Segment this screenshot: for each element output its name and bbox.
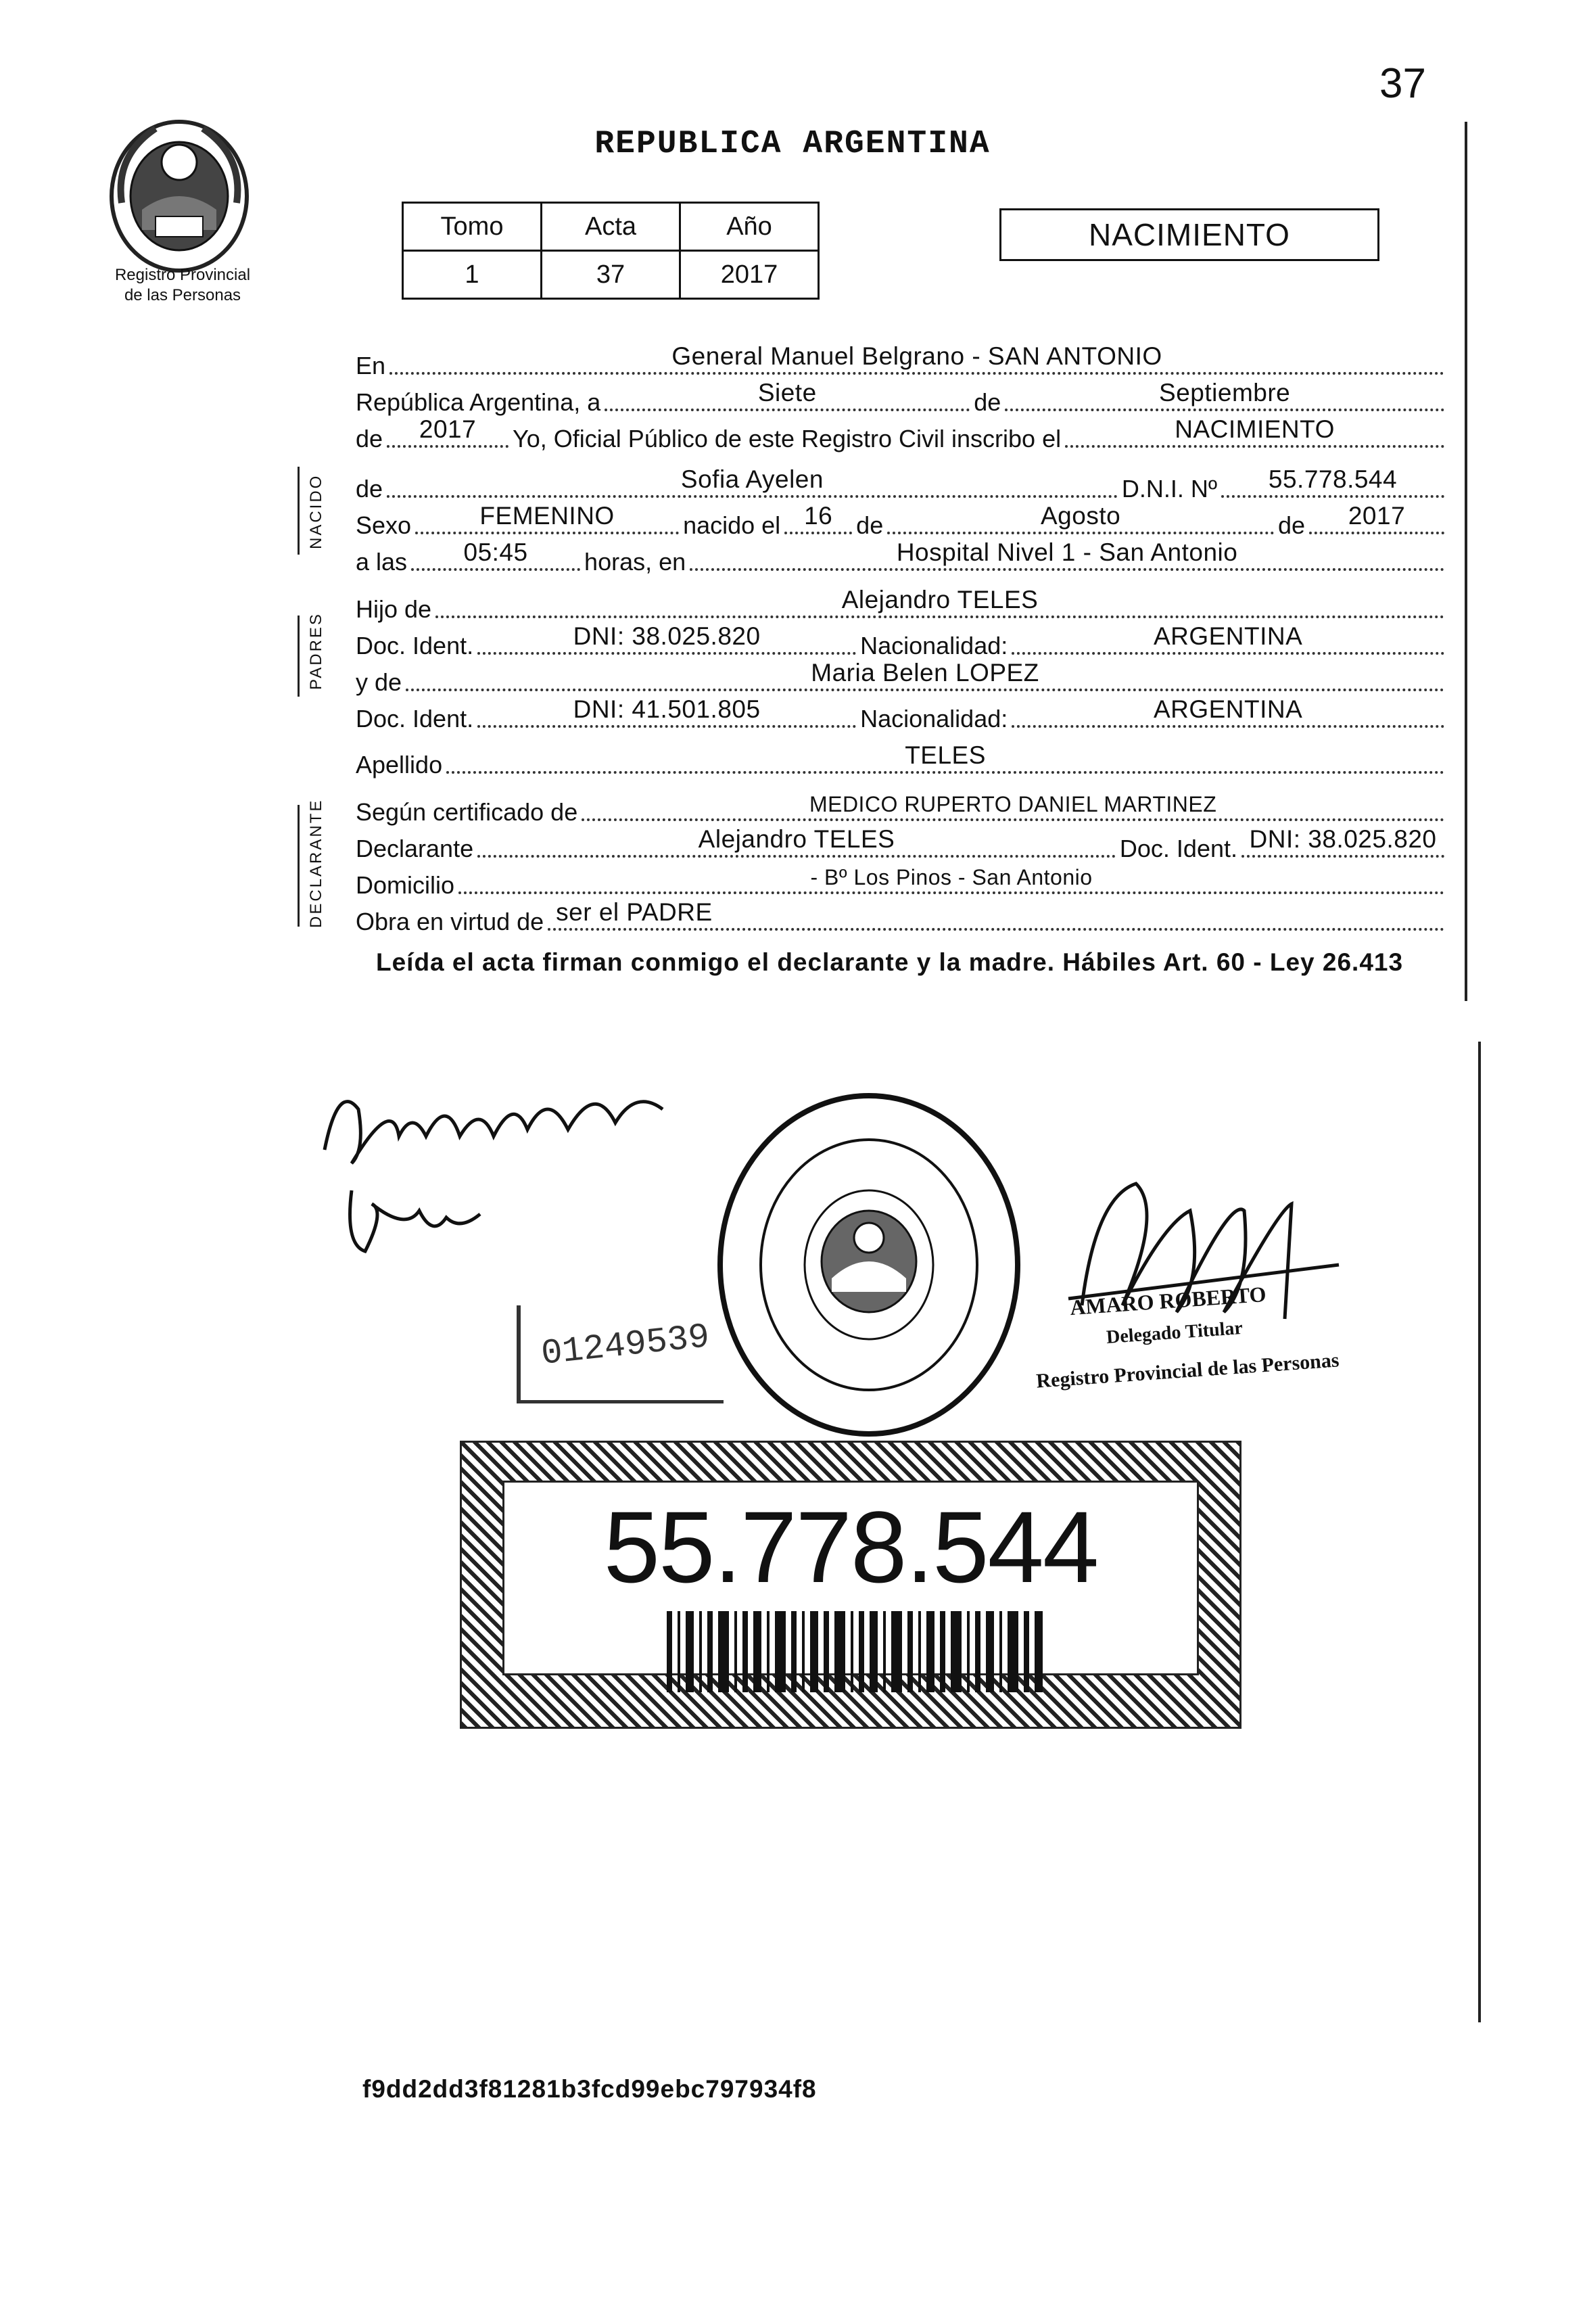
month-value: Septiembre bbox=[1159, 379, 1291, 406]
hijo-label: Hijo de bbox=[356, 595, 432, 623]
official-registry-stamp bbox=[710, 1089, 1028, 1441]
certificado-label: Según certificado de bbox=[356, 798, 578, 826]
mother-doc-fill bbox=[477, 691, 856, 728]
month-fill bbox=[1005, 375, 1444, 411]
birth-time-fill bbox=[411, 534, 580, 571]
registry-caption-line1: Registro Provincial bbox=[114, 266, 251, 284]
father-nationality-value: ARGENTINA bbox=[1153, 622, 1303, 650]
officer-office: Registro Provincial de las Personas bbox=[1035, 1349, 1340, 1393]
declarante-doc-value: DNI: 38.025.820 bbox=[1249, 825, 1437, 853]
apellido-fill bbox=[446, 737, 1444, 774]
sexo-value: FEMENINO bbox=[479, 502, 615, 530]
mother-nationality-value: ARGENTINA bbox=[1153, 695, 1303, 723]
en-label: En bbox=[356, 352, 386, 379]
obra-value: ser el PADRE bbox=[556, 898, 713, 926]
horas-label: horas, en bbox=[584, 548, 686, 576]
closing-statement: Leída el acta firman conmigo el declarante y la madre. Hábiles Art. 60 - Ley 26.413 bbox=[376, 948, 1404, 976]
dni-label-inner bbox=[502, 1481, 1199, 1675]
registry-caption-line2: de las Personas bbox=[124, 286, 241, 304]
de3-label: de bbox=[356, 475, 383, 503]
dni-fill bbox=[1221, 461, 1444, 498]
domicilio-value: - Bº Los Pinos - San Antonio bbox=[810, 865, 1093, 889]
officer-name: AMARO ROBERTO bbox=[1069, 1281, 1267, 1320]
form-row-year bbox=[356, 417, 1444, 453]
officer-role: Delegado Titular bbox=[1106, 1317, 1244, 1349]
day-value: Siete bbox=[757, 379, 817, 406]
apellido-value: TELES bbox=[905, 741, 986, 769]
section-divider-declarant bbox=[298, 805, 300, 927]
mother-doc-label: Doc. Ident. bbox=[356, 705, 474, 733]
dni-value: 55.778.544 bbox=[1268, 465, 1398, 493]
record-table-value-ano: 2017 bbox=[680, 251, 819, 299]
domicilio-fill bbox=[458, 858, 1444, 894]
form-row-time-place bbox=[356, 540, 1444, 576]
father-name-fill bbox=[435, 582, 1444, 618]
en-fill bbox=[389, 338, 1444, 375]
barcode-icon bbox=[667, 1611, 1045, 1692]
birth-day-value: 16 bbox=[804, 502, 833, 530]
record-table-value-row bbox=[403, 251, 819, 299]
mother-nationality-fill bbox=[1012, 691, 1444, 728]
sexo-label: Sexo bbox=[356, 511, 412, 539]
name-value: Sofia Ayelen bbox=[680, 465, 824, 493]
registry-caption bbox=[74, 265, 291, 306]
father-nationality-label: Nacionalidad: bbox=[860, 632, 1008, 659]
republica-label: República Argentina, a bbox=[356, 388, 601, 416]
declarante-doc-label: Doc. Ident. bbox=[1119, 835, 1237, 862]
section-label-parents: PADRES bbox=[307, 612, 325, 690]
form-row-surname bbox=[356, 743, 1444, 779]
handwritten-signature-left bbox=[311, 1069, 717, 1272]
y-de-label: y de bbox=[356, 668, 402, 696]
record-table-header-row bbox=[403, 203, 819, 251]
serial-stamp-number: 01249539 bbox=[539, 1317, 712, 1374]
year-fill bbox=[387, 411, 508, 448]
page-number: 37 bbox=[1379, 60, 1426, 107]
birth-month-value: Agosto bbox=[1040, 502, 1121, 530]
obra-fill bbox=[548, 894, 1444, 931]
mother-nationality-label: Nacionalidad: bbox=[860, 705, 1008, 733]
birth-time-value: 05:45 bbox=[463, 538, 528, 566]
record-table bbox=[402, 202, 820, 300]
act-fill bbox=[1065, 411, 1444, 448]
sexo-fill bbox=[415, 498, 679, 534]
record-table-header-ano: Año bbox=[680, 203, 819, 251]
en-value: General Manuel Belgrano - SAN ANTONIO bbox=[671, 342, 1162, 370]
dni-label: D.N.I. Nº bbox=[1121, 475, 1217, 503]
father-doc-value: DNI: 38.025.820 bbox=[573, 622, 761, 650]
document-hash: f9dd2dd3f81281b3fcd99ebc797934f8 bbox=[362, 2075, 817, 2103]
father-name-value: Alejandro TELES bbox=[841, 586, 1039, 613]
record-table-header-tomo: Tomo bbox=[403, 203, 542, 251]
obra-label: Obra en virtud de bbox=[356, 908, 544, 935]
de2-label: de bbox=[356, 425, 383, 452]
section-divider-parents bbox=[298, 615, 300, 697]
nacido-label: nacido el bbox=[683, 511, 781, 539]
certificado-fill bbox=[582, 785, 1444, 821]
section-label-declarant: DECLARANTE bbox=[307, 798, 325, 928]
year-value: 2017 bbox=[419, 415, 477, 443]
father-doc-label: Doc. Ident. bbox=[356, 632, 474, 659]
form-row-mother-doc bbox=[356, 697, 1444, 733]
mother-doc-value: DNI: 41.501.805 bbox=[573, 695, 761, 723]
birth-year-value: 2017 bbox=[1348, 502, 1406, 530]
birth-place-value: Hospital Nivel 1 - San Antonio bbox=[896, 538, 1238, 566]
name-fill bbox=[387, 461, 1118, 498]
de-label: de bbox=[974, 388, 1001, 416]
domicilio-label: Domicilio bbox=[356, 871, 455, 899]
scan-margin-line bbox=[1465, 122, 1467, 1001]
act-value: NACIMIENTO bbox=[1175, 415, 1335, 443]
document-title: REPUBLICA ARGENTINA bbox=[594, 126, 991, 162]
yo-text: Yo, Oficial Público de este Registro Civil inscribo el bbox=[513, 425, 1062, 452]
declarante-fill bbox=[477, 821, 1116, 858]
certificado-value: MEDICO RUPERTO DANIEL MARTINEZ bbox=[809, 792, 1217, 816]
de5-label: de bbox=[1277, 511, 1305, 539]
birth-place-fill bbox=[690, 534, 1444, 571]
birth-day-fill bbox=[784, 498, 852, 534]
apellido-label: Apellido bbox=[356, 751, 443, 778]
record-table-value-tomo: 1 bbox=[403, 251, 542, 299]
birth-month-fill bbox=[887, 498, 1274, 534]
record-table-header-acta: Acta bbox=[542, 203, 680, 251]
dni-label-number: 55.778.544 bbox=[603, 1490, 1098, 1604]
day-fill bbox=[605, 375, 970, 411]
form-row-reason bbox=[356, 900, 1444, 936]
declarante-label: Declarante bbox=[356, 835, 474, 862]
mother-name-value: Maria Belen LOPEZ bbox=[811, 659, 1039, 687]
dni-security-label bbox=[460, 1441, 1241, 1729]
record-table-value-acta: 37 bbox=[542, 251, 680, 299]
declarante-value: Alejandro TELES bbox=[698, 825, 895, 853]
a-las-label: a las bbox=[356, 548, 408, 576]
father-nationality-fill bbox=[1012, 618, 1444, 655]
de4-label: de bbox=[856, 511, 884, 539]
birth-year-fill bbox=[1309, 498, 1444, 534]
father-doc-fill bbox=[477, 618, 856, 655]
scan-margin-line bbox=[1478, 1042, 1481, 2022]
record-type-box: NACIMIENTO bbox=[999, 208, 1379, 261]
mother-name-fill bbox=[406, 655, 1444, 691]
section-divider-born bbox=[298, 467, 300, 555]
declarante-doc-fill bbox=[1241, 821, 1444, 858]
section-label-born: NACIDO bbox=[307, 473, 325, 549]
